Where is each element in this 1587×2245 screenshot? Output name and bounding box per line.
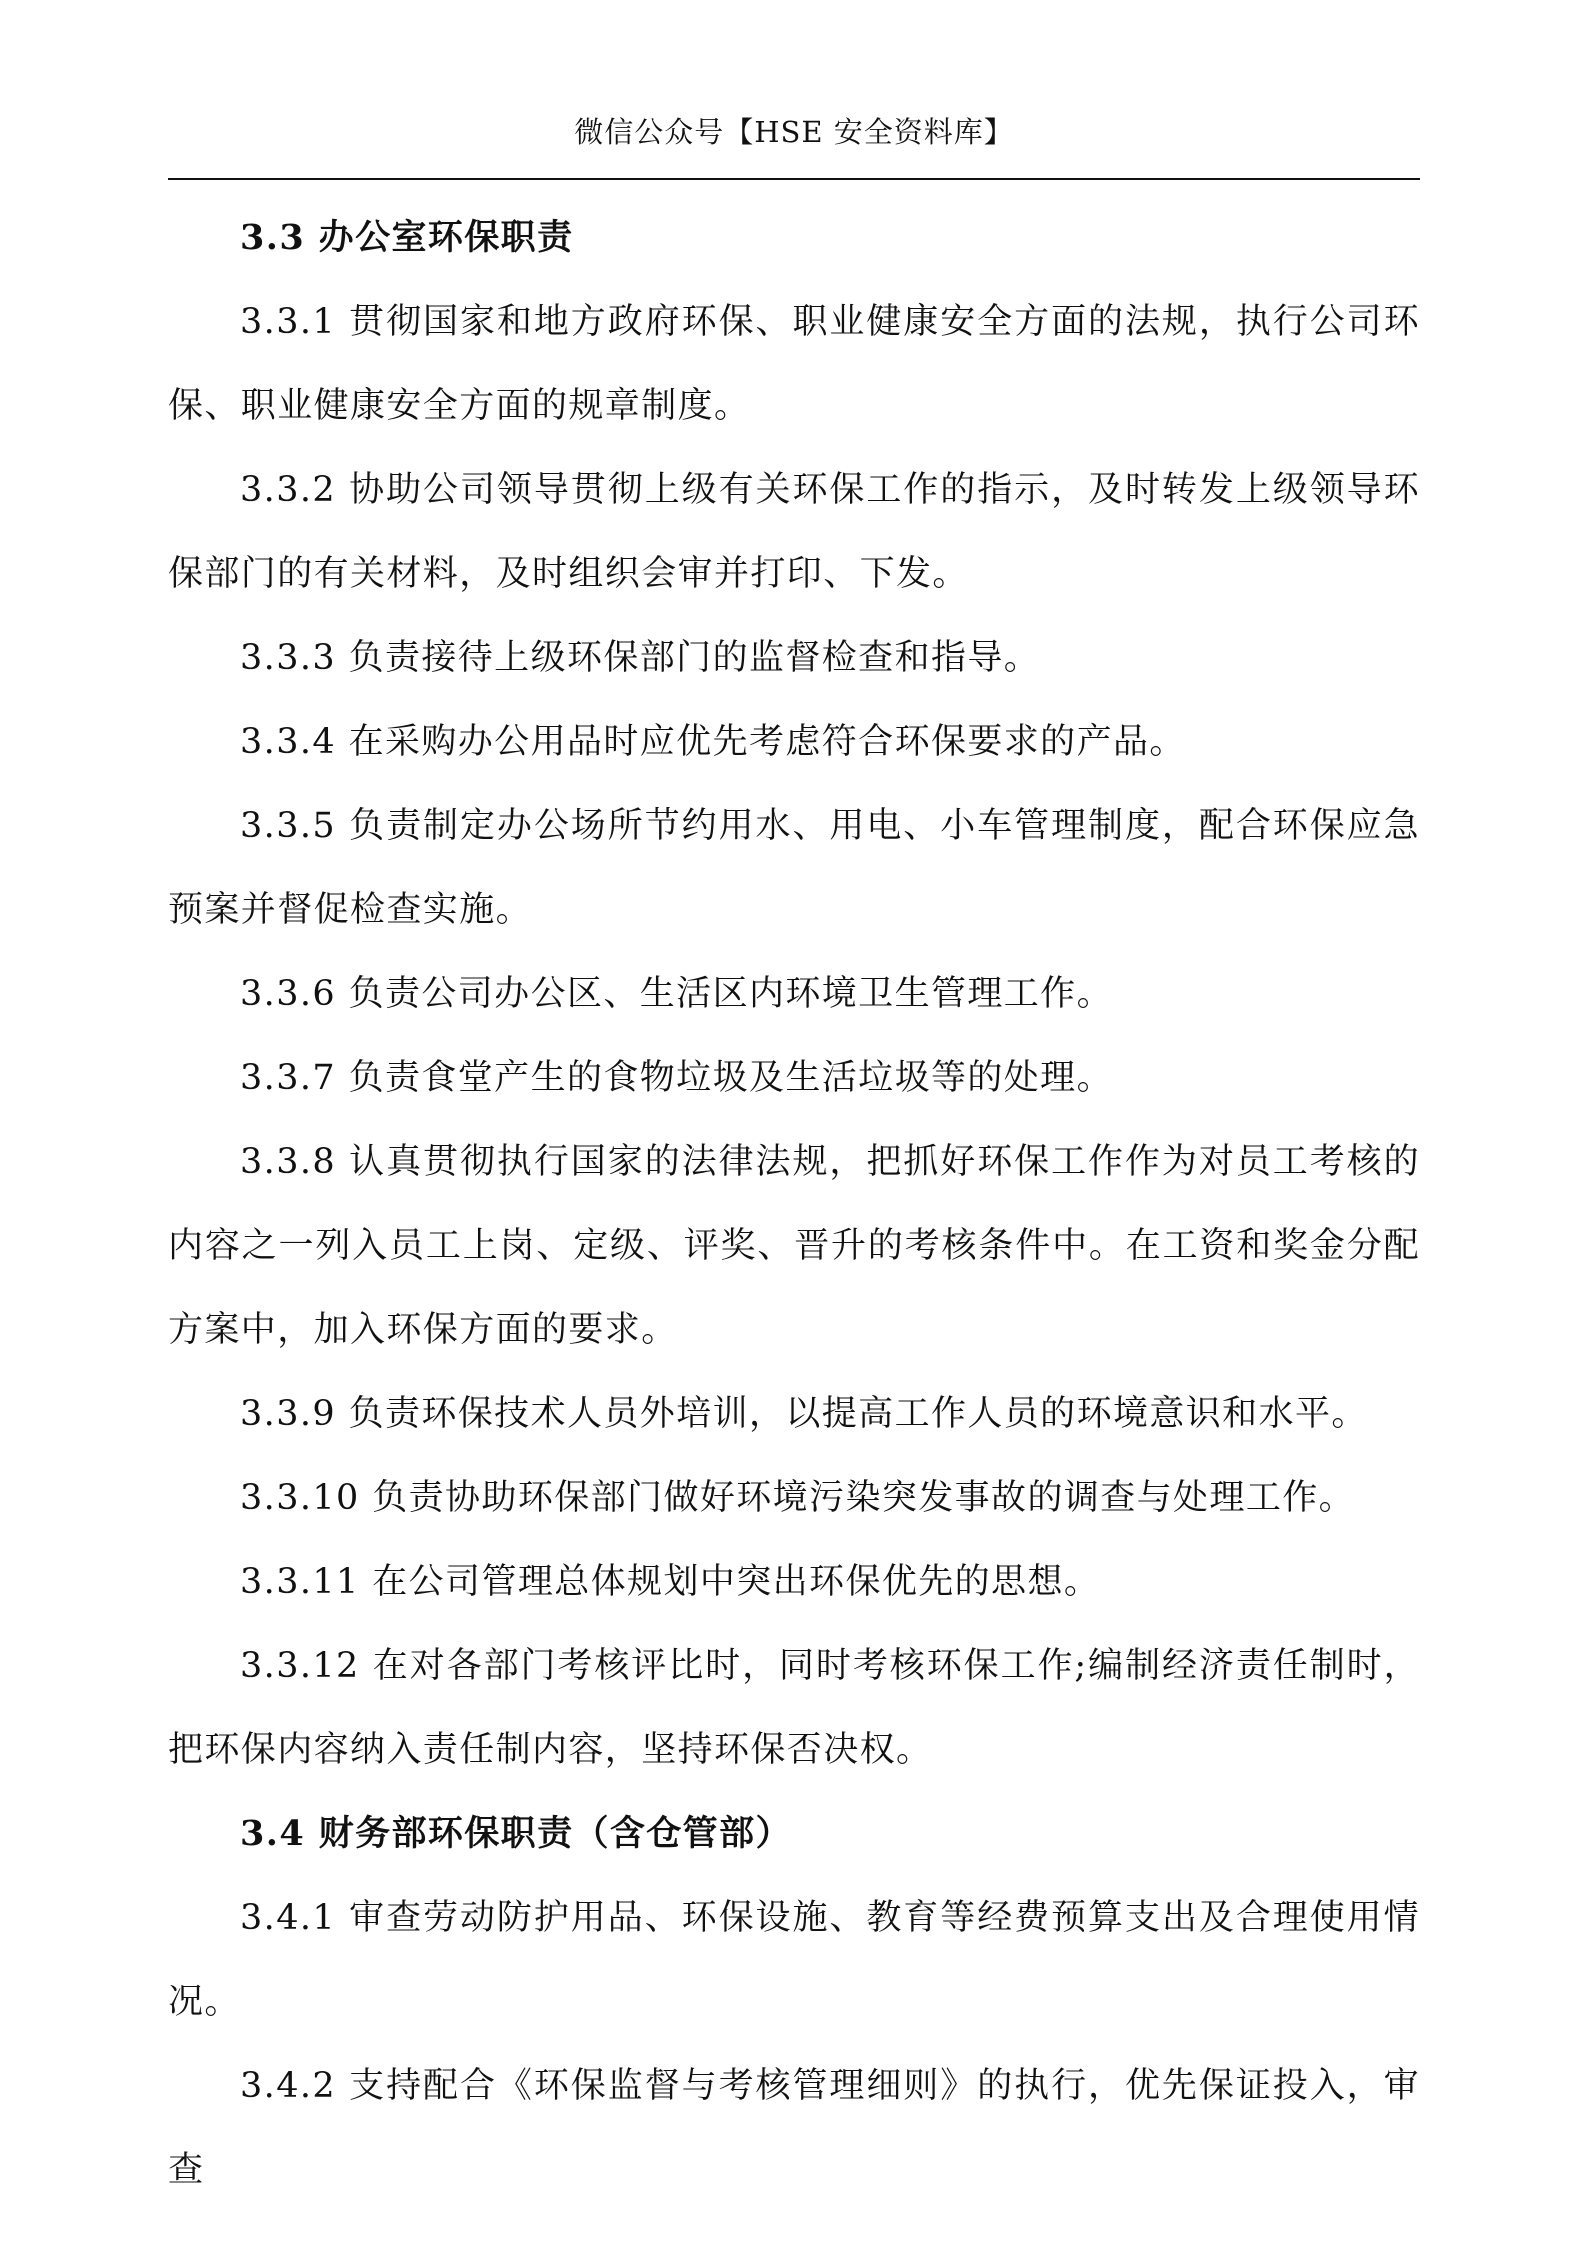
document-body — [168, 196, 1420, 2212]
paragraph: 3.3.2 协助公司领导贯彻上级有关环保工作的指示，及时转发上级领导环保部门的有关材料，及时组织会审并打印、下发。 — [168, 470, 1420, 594]
paragraph: 3.3.8 认真贯彻执行国家的法律法规，把抓好环保工作作为对员工考核的内容之一列入员工上岗、定级、评奖、晋升的考核条件中。在工资和奖金分配方案中，加入环保方面的要求。 — [168, 1142, 1420, 1350]
paragraph: 3.3.10 负责协助环保部门做好环境污染突发事故的调查与处理工作。 — [240, 1478, 1356, 1518]
section-heading: 3.3 办公室环保职责 — [240, 217, 574, 258]
page-header: 微信公众号【HSE 安全资料库】 — [574, 115, 1014, 149]
paragraph: 3.3.7 负责食堂产生的食物垃圾及生活垃圾等的处理。 — [240, 1058, 1113, 1098]
header-divider — [168, 178, 1420, 180]
paragraph: 3.4.1 审查劳动防护用品、环保设施、教育等经费预算支出及合理使用情况。 — [168, 1898, 1420, 2022]
paragraph: 3.3.4 在采购办公用品时应优先考虑符合环保要求的产品。 — [240, 722, 1186, 762]
paragraph: 3.3.3 负责接待上级环保部门的监督检查和指导。 — [240, 638, 1041, 678]
paragraph: 3.3.9 负责环保技术人员外培训，以提高工作人员的环境意识和水平。 — [240, 1394, 1368, 1434]
paragraph: 3.3.5 负责制定办公场所节约用水、用电、小车管理制度，配合环保应急预案并督促检查实施。 — [168, 806, 1420, 930]
paragraph: 3.4.2 支持配合《环保监督与考核管理细则》的执行，优先保证投入，审查 — [168, 2066, 1420, 2190]
paragraph: 3.3.6 负责公司办公区、生活区内环境卫生管理工作。 — [240, 974, 1113, 1014]
paragraph: 3.3.1 贯彻国家和地方政府环保、职业健康安全方面的法规，执行公司环保、职业健康安全方面的规章制度。 — [168, 302, 1420, 426]
paragraph: 3.3.12 在对各部门考核评比时，同时考核环保工作;编制经济责任制时，把环保内容纳入责任制内容，坚持环保否决权。 — [168, 1646, 1420, 1770]
paragraph: 3.3.11 在公司管理总体规划中突出环保优先的思想。 — [240, 1562, 1101, 1602]
section-heading: 3.4 财务部环保职责（含仓管部） — [240, 1813, 792, 1854]
